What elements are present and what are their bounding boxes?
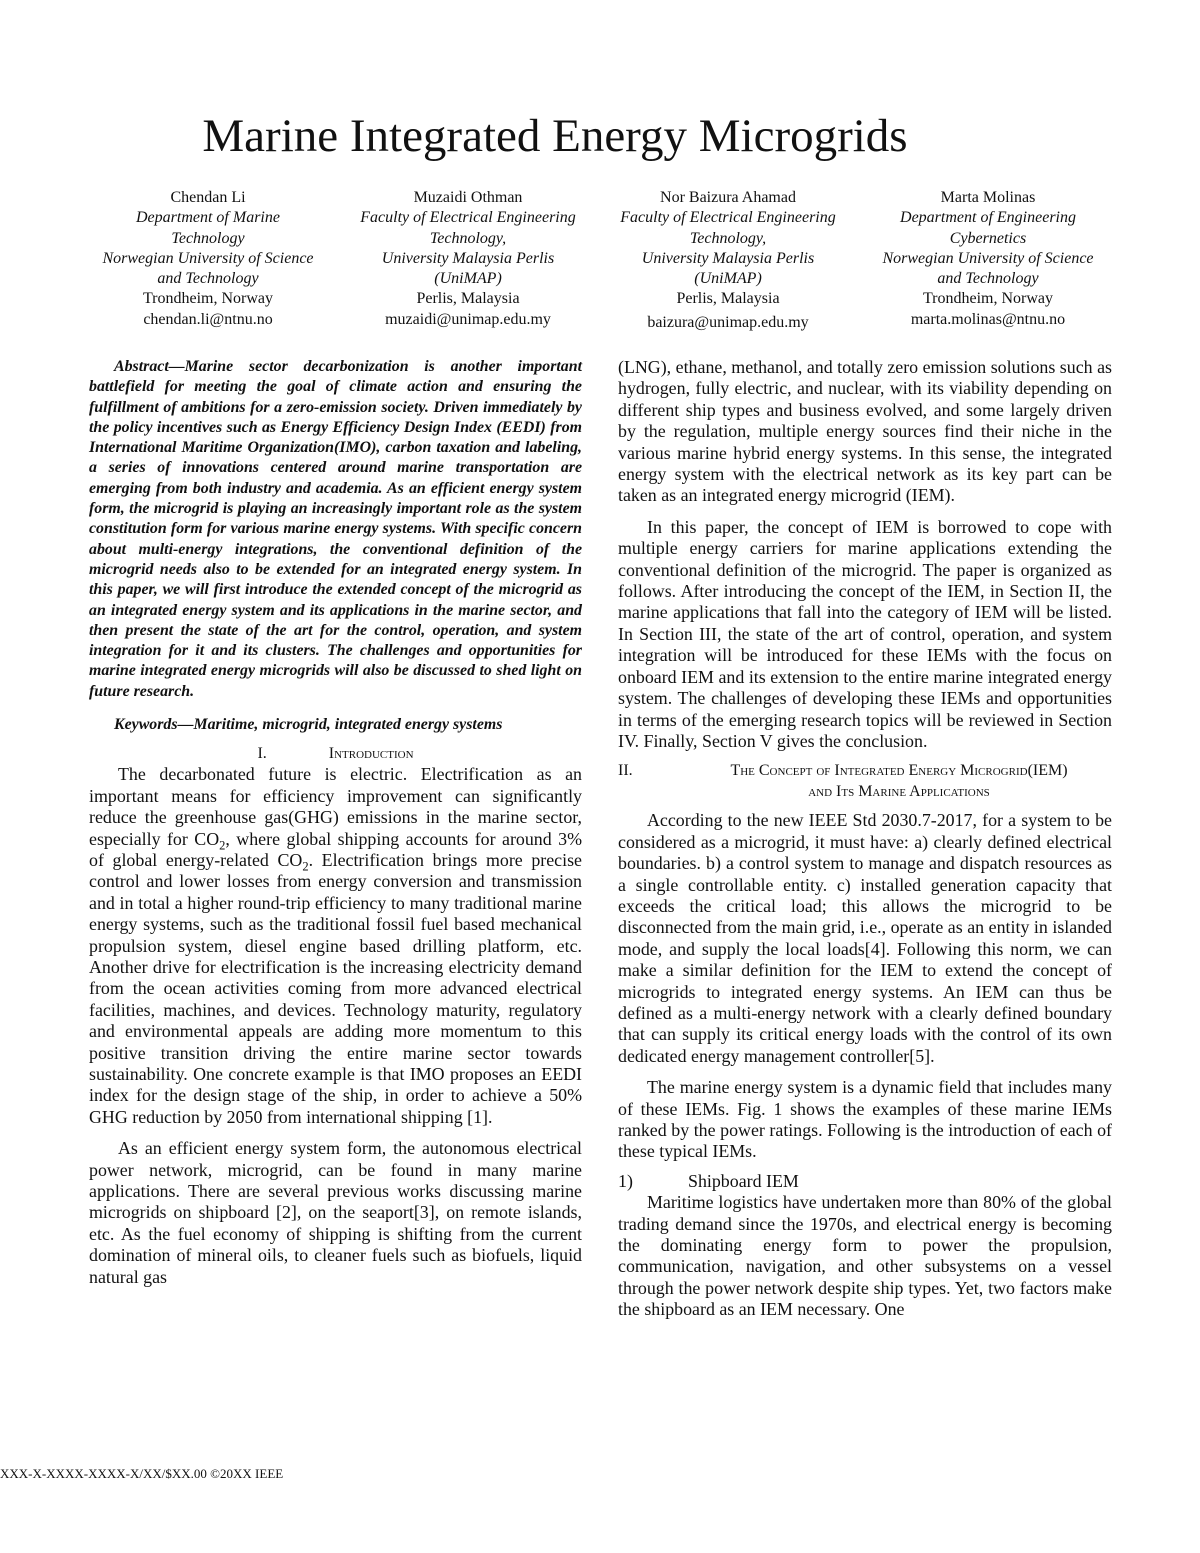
author-email: chendan.li@ntnu.no: [143, 310, 273, 328]
author-block-4: [868, 188, 1108, 330]
author-name: Marta Molinas: [940, 189, 1036, 206]
author-affiliation: Faculty of Electrical Engineering Technology, University Malaysia Perlis (UniMAP): [360, 209, 576, 288]
subsection-heading-shipboard: 1) Shipboard IEM: [618, 1170, 799, 1191]
author-email: baizura@unimap.edu.my: [647, 313, 809, 331]
copyright-footer: XXX-X-XXXX-XXXX-X/XX/$XX.00 ©20XX IEEE: [0, 1466, 284, 1481]
author-affiliation: Department of Marine Technology Norwegian University of Science and Technology: [102, 209, 314, 288]
author-email: marta.molinas@ntnu.no: [910, 310, 1066, 328]
body-paragraph-shipboard: Maritime logistics have undertaken more than 80% of the global trading demand since the 1970s, and electrical energy is becoming the dominating energy form to power the propulsion, communication, navigation, and other subsystems on a vessel through the power network despite ship types. Yet, two factors make the shipboard as an IEM necessary. One: [618, 1192, 1112, 1320]
paper-title: Marine Integrated Energy Microgrids: [202, 110, 908, 162]
body-paragraph-overview: The marine energy system is a dynamic field that includes many of these IEMs. Fig. 1 shows the examples of these marine IEMs ranked by the power ratings. Following is the introduction of each of these typical IEMs.: [618, 1077, 1112, 1162]
section-heading-introduction: I. Introduction: [257, 745, 414, 763]
author-name: Nor Baizura Ahamad: [660, 189, 796, 206]
author-block-2: [346, 188, 590, 330]
author-location: Trondheim, Norway: [922, 290, 1054, 308]
author-location: Trondheim, Norway: [142, 290, 274, 308]
author-location: Perlis, Malaysia: [416, 290, 520, 308]
keywords: Keywords—Maritime, microgrid, integrated energy systems: [114, 716, 503, 734]
author-affiliation: Faculty of Electrical Engineering Technology, University Malaysia Perlis (UniMAP): [620, 209, 836, 288]
body-paragraph-definition: According to the new IEEE Std 2030.7-2017, for a system to be considered as a microgrid, it must have: a) clearly defined electrical boundaries. b) a control system to manage and dispatch resources as a single controllable entity. c) installed generation capacity that exceeds the critical load; this allows the microgrid to be disconnected from the main grid, i.e., operate as an entity in islanded mode, and supply the local loads[4]. Following this norm, we can make a similar definition for the IEM to extend the concept of microgrids to integrated energy systems. An IEM can thus be defined as a multi-energy network with a clearly defined boundary that can supply its critical energy loads with the control of its own dedicated energy management controller[5].: [618, 810, 1112, 1066]
intro-paragraph-1: The decarbonated future is electric. Electrification as an important means for efficiency improvement can significantly reduce the greenhouse gas(GHG) emissions in the marine sector, especially for $CO_2$, where global shipping accounts for around 3% of global energy-related $CO_2$. Electrification brings more precise control and lower losses from energy conversion and transmission and in total a higher round-trip efficiency to many traditional marine energy systems, such as the traditional fossil fuel based mechanical propulsion system, diesel engine based drilling platform, etc. Another drive for electrification is the increasing electricity demand from the ocean activities coming from more advanced electrical facilities, machines, and devices. Technology maturity, regulatory and environmental appeals are adding more momentum to this positive transition driving the entire marine sector towards sustainability. One concrete example is that IMO proposes an EEDI index for the design stage of the ship, in order to achieve a 50% GHG reduction by 2050 from international shipping [1].: [89, 764, 582, 1127]
author-block-1: [88, 188, 328, 330]
author-location: Perlis, Malaysia: [676, 290, 780, 308]
author-name: Muzaidi Othman: [413, 189, 523, 206]
author-block-3: [606, 188, 850, 333]
body-paragraph-continued: (LNG), ethane, methanol, and totally zero emission solutions such as hydrogen, fully electric, and nuclear, with its viability depending on different ship types and business evolved, and some largely driven by the regulation, multiple energy sources find their niche in the various marine hybrid energy systems. In this sense, the integrated energy system with the electrical network as its key part can be taken as an integrated energy microgrid (IEM).: [618, 357, 1112, 506]
body-paragraph-outline: In this paper, the concept of IEM is borrowed to cope with multiple energy carriers for marine applications extending the conventional definition of the microgrid. The paper is organized as follows. After introducing the concept of the IEM, in Section II, the marine applications that fall into the category of IEM will be listed. In Section III, the state of the art of control, operation, and system integration will be introduced for these IEMs with the focus on onboard IEM and its extension to the entire marine integrated energy system. The challenges of developing these IEMs and opportunities in terms of the emerging research topics will be reviewed in Section IV. Finally, Section V gives the conclusion.: [618, 516, 1112, 751]
right-column: [618, 357, 1112, 1321]
intro-paragraph-2: As an efficient energy system form, the autonomous electrical power network, microgrid, can be found in many marine applications. There are several previous works discussing marine microgrids on shipboard [2], on the seaport[3], on remote islands, etc. As the fuel economy of shipping is shifting from the current domination of mineral oils, to cleaner fuels such as biofuels, liquid natural gas: [89, 1138, 582, 1287]
author-affiliation: Department of Engineering Cybernetics Norwegian University of Science and Technology: [882, 209, 1094, 288]
left-column: [89, 357, 582, 1288]
author-email: muzaidi@unimap.edu.my: [385, 310, 551, 328]
author-name: Chendan Li: [170, 189, 246, 206]
section-heading-concept: II. The Concept of Integrated Energy Microgrid(IEM) and Its Marine Applications: [618, 762, 1068, 801]
abstract: Abstract—Marine sector decarbonization is another important battlefield for meeting the goal of climate action and ensuring the fulfillment of ambitions for a zero-emission society. Driven immediately by the policy incentives such as Energy Efficiency Design Index (EEDI) from International Maritime Organization(IMO), carbon taxation and labeling, a series of innovations centered around marine transportation are emerging from both industry and academia. As an efficient energy system form, the microgrid is playing an increasingly important role as the system constitution form for various marine energy systems. With specific concern about multi-energy integrations, the conventional definition of the microgrid needs also to be extended for an integrated energy system. In this paper, we will first introduce the extended concept of the microgrid as an integrated energy system and its applications in the marine sector, and then present the state of the art for the control, operation, and system integration for it and its clusters. The challenges and opportunities for marine integrated energy microgrids will also be discussed to shed light on future research.: [89, 358, 582, 700]
